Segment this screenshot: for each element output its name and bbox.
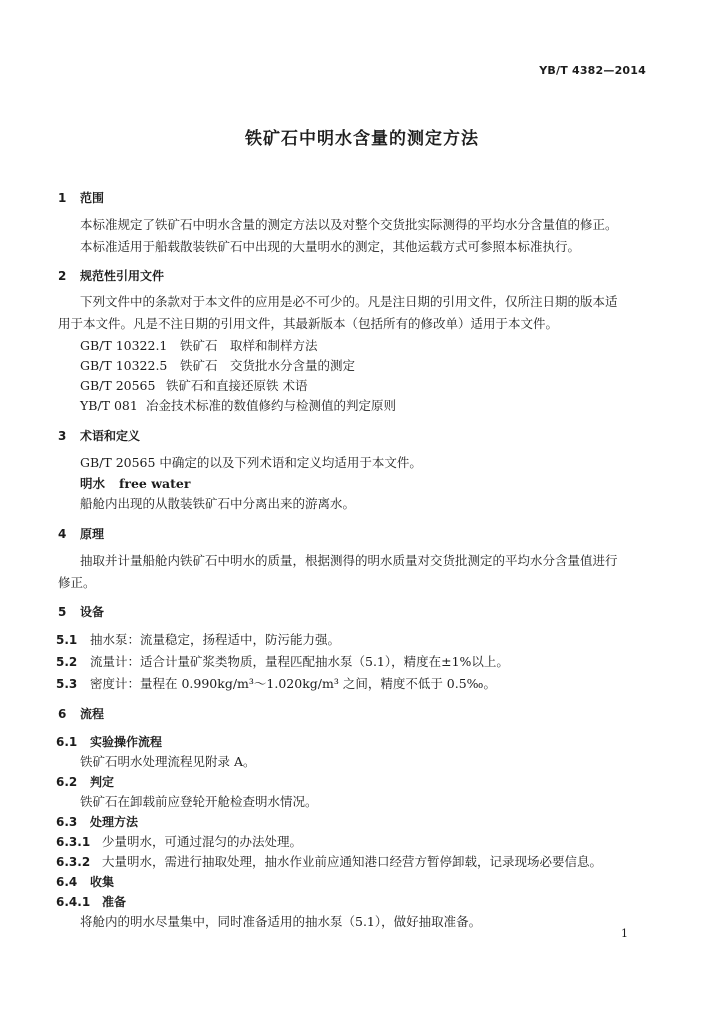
section-6-heading bbox=[58, 706, 104, 722]
reference-item bbox=[80, 338, 318, 354]
subsection-6-2-heading bbox=[56, 774, 114, 790]
clause-text: 大量明水，需进行抽取处理，抽水作业前应通知港口经营方暂停卸载，记录现场必要信息。 bbox=[102, 854, 603, 869]
section-5-heading bbox=[58, 604, 104, 620]
section-number: 3 bbox=[58, 429, 67, 443]
section-title: 规范性引用文件 bbox=[80, 269, 165, 283]
clause-title: 准备 bbox=[102, 895, 127, 909]
clause-6-3-2 bbox=[56, 854, 602, 870]
equipment-item bbox=[56, 676, 496, 692]
section-number: 2 bbox=[58, 269, 67, 283]
section-title: 范围 bbox=[80, 191, 105, 205]
reference-code: GB/T 10322.1 bbox=[80, 338, 168, 353]
section-3-heading bbox=[58, 428, 140, 444]
term-definition: 船舱内出现的从散装铁矿石中分离出来的游离水。 bbox=[80, 496, 356, 511]
subsection-6-3-heading bbox=[56, 814, 138, 830]
reference-code: GB/T 10322.5 bbox=[80, 358, 168, 373]
item-text: 密度计：量程在 0.990kg/m³～1.020kg/m³ 之间，精度不低于 0.5‰。 bbox=[90, 676, 496, 691]
section-2-paragraph-line-1: 下列文件中的条款对于本文件的应用是必不可少的。凡是注日期的引用文件，仅所注日期的版本适 bbox=[80, 294, 618, 309]
term-chinese: 明水 bbox=[80, 476, 106, 491]
equipment-item bbox=[56, 632, 340, 648]
equipment-item bbox=[56, 654, 509, 670]
section-4-heading bbox=[58, 526, 104, 542]
section-number: 5 bbox=[58, 605, 67, 619]
standard-code: YB/T 4382—2014 bbox=[539, 64, 646, 77]
clause-6-4-1-text: 将舱内的明水尽量集中，同时准备适用的抽水泵（5.1），做好抽取准备。 bbox=[80, 914, 482, 929]
clause-text: 少量明水，可通过混匀的办法处理。 bbox=[102, 834, 303, 849]
term-entry bbox=[80, 476, 190, 492]
reference-code: GB/T 20565 bbox=[80, 378, 156, 393]
subsection-number: 6.2 bbox=[56, 775, 78, 789]
section-2-heading bbox=[58, 268, 164, 284]
item-text: 流量计：适合计量矿浆类物质，量程匹配抽水泵（5.1），精度在±1%以上。 bbox=[90, 654, 509, 669]
term-english: free water bbox=[119, 476, 191, 491]
document-title: 铁矿石中明水含量的测定方法 bbox=[245, 129, 479, 149]
subsection-6-4-heading bbox=[56, 874, 114, 890]
clause-number: 6.3.2 bbox=[56, 855, 91, 869]
section-title: 术语和定义 bbox=[80, 429, 141, 443]
reference-title: 铁矿石和直接还原铁 术语 bbox=[166, 378, 308, 393]
clause-number: 6.3.1 bbox=[56, 835, 91, 849]
section-1-paragraph-2: 本标准适用于船载散装铁矿石中出现的大量明水的测定，其他运载方式可参照本标准执行。 bbox=[80, 239, 581, 254]
page-number: 1 bbox=[621, 927, 628, 940]
section-2-paragraph-line-2: 用于本文件。凡是不注日期的引用文件，其最新版本（包括所有的修改单）适用于本文件。 bbox=[58, 316, 559, 331]
subsection-6-2-text: 铁矿石在卸载前应登轮开舱检查明水情况。 bbox=[80, 794, 318, 809]
section-title: 原理 bbox=[80, 527, 105, 541]
subsection-number: 6.3 bbox=[56, 815, 78, 829]
subsection-6-1-text: 铁矿石明水处理流程见附录 A。 bbox=[80, 754, 256, 769]
reference-title: 铁矿石 交货批水分含量的测定 bbox=[180, 358, 356, 373]
reference-title: 铁矿石 取样和制样方法 bbox=[180, 338, 318, 353]
subsection-6-1-heading bbox=[56, 734, 162, 750]
reference-title: 冶金技术标准的数值修约与检测值的判定原则 bbox=[146, 398, 397, 413]
subsection-title: 判定 bbox=[90, 775, 115, 789]
section-title: 流程 bbox=[80, 707, 105, 721]
subsection-title: 收集 bbox=[90, 875, 115, 889]
clause-number: 6.4.1 bbox=[56, 895, 91, 909]
item-number: 5.2 bbox=[56, 655, 78, 669]
clause-6-4-1-heading bbox=[56, 894, 126, 910]
section-3-paragraph: GB/T 20565 中确定的以及下列术语和定义均适用于本文件。 bbox=[80, 455, 422, 470]
section-4-paragraph-line-1: 抽取并计量船舱内铁矿石中明水的质量，根据测得的明水质量对交货批测定的平均水分含量值进行 bbox=[80, 553, 618, 568]
section-number: 4 bbox=[58, 527, 67, 541]
reference-item bbox=[80, 398, 396, 414]
reference-code: YB/T 081 bbox=[80, 398, 138, 413]
subsection-title: 实验操作流程 bbox=[90, 735, 163, 749]
clause-6-3-1 bbox=[56, 834, 302, 850]
subsection-title: 处理方法 bbox=[90, 815, 139, 829]
section-title: 设备 bbox=[80, 605, 105, 619]
subsection-number: 6.4 bbox=[56, 875, 78, 889]
reference-item bbox=[80, 358, 355, 374]
section-4-paragraph-line-2: 修正。 bbox=[58, 575, 96, 590]
section-1-heading bbox=[58, 190, 104, 206]
subsection-number: 6.1 bbox=[56, 735, 78, 749]
item-number: 5.3 bbox=[56, 677, 78, 691]
section-number: 1 bbox=[58, 191, 67, 205]
item-text: 抽水泵：流量稳定，扬程适中，防污能力强。 bbox=[90, 632, 341, 647]
section-1-paragraph-1: 本标准规定了铁矿石中明水含量的测定方法以及对整个交货批实际测得的平均水分含量值的修正。 bbox=[80, 217, 618, 232]
item-number: 5.1 bbox=[56, 633, 78, 647]
section-number: 6 bbox=[58, 707, 67, 721]
reference-item bbox=[80, 378, 307, 394]
